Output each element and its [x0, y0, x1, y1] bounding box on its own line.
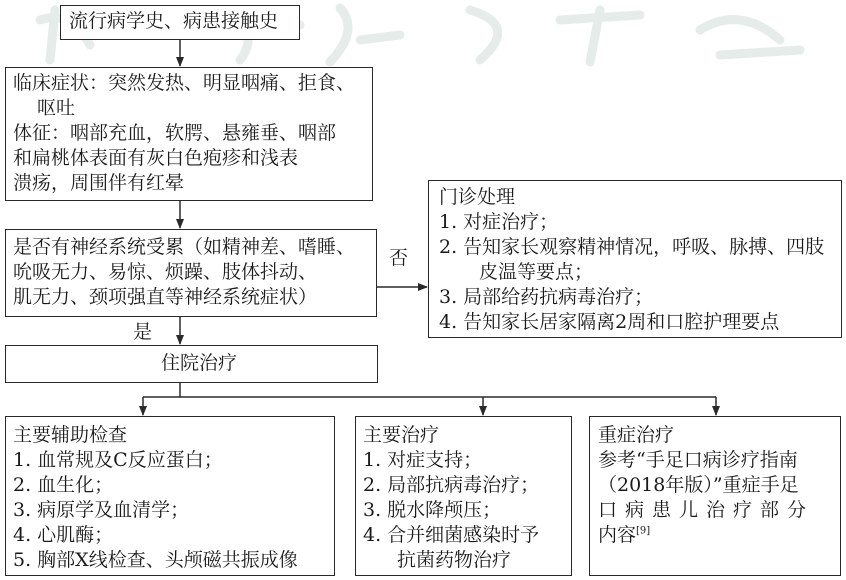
- exams-item-5: 5. 胸部X线检查、头颅磁共振成像: [13, 549, 298, 571]
- exams-item-3: 3. 病原学及血清学；: [13, 499, 190, 521]
- exams-item-2: 2. 血生化；: [13, 474, 114, 496]
- severe-line-3: 口病患儿治疗部分: [598, 499, 815, 521]
- epidemiology-box: [60, 5, 300, 40]
- severe-line-4: [598, 523, 832, 548]
- treatment-title: 主要治疗: [363, 424, 440, 446]
- neuro-question-box: [5, 229, 377, 317]
- treatment-item-3: 3. 脱水降颅压；: [363, 499, 502, 521]
- severe-box: [589, 416, 841, 576]
- treatment-item-1: 1. 对症支持；: [363, 449, 483, 471]
- outpatient-title: 门诊处理: [439, 186, 516, 208]
- hospital-box: [5, 345, 378, 383]
- exams-item-1: 1. 血常规及C反应蛋白；: [13, 449, 223, 471]
- epidemiology-text: 流行病学史、病患接触史: [69, 10, 279, 32]
- no-label: 否: [389, 247, 409, 269]
- outpatient-item-2: 2. 告知家长观察精神情况，呼吸、脉搏、四肢: [439, 236, 825, 258]
- outpatient-item-2-cont: 皮温等要点；: [479, 261, 594, 283]
- treatment-item-2: 2. 局部抗病毒治疗；: [363, 474, 540, 496]
- outpatient-item-3: 3. 局部给药抗病毒治疗；: [439, 286, 654, 308]
- neuro-line-1: 是否有神经系统受累（如精神差、嗜睡、: [13, 236, 356, 258]
- exams-box: [5, 416, 335, 576]
- exams-item-4: 4. 心肌酶；: [13, 524, 114, 546]
- severe-line-2: （2018年版）”重症手足: [598, 474, 799, 496]
- symptom-line-1: 临床症状：突然发热、明显咽痛、拒食、: [13, 72, 356, 94]
- neuro-line-3: 肌无力、颈项强直等神经系统症状）: [13, 286, 318, 308]
- treatment-item-4-cont: 抗菌药物治疗: [397, 549, 512, 571]
- sign-line-1: 体征：咽部充血，软腭、悬雍垂、咽部: [13, 122, 337, 144]
- severe-line-1: 参考“手足口病诊疗指南: [598, 449, 798, 471]
- reference-mark: [9]: [636, 525, 651, 537]
- symptom-line-2: 呕吐: [37, 97, 76, 119]
- severe-line-4-text: 内容: [598, 524, 637, 546]
- clinical-box: [5, 67, 373, 201]
- treatment-item-4: 4. 合并细菌感染时予: [363, 524, 540, 546]
- sign-line-3: 溃疡，周围伴有红晕: [13, 172, 185, 194]
- outpatient-box: [428, 180, 842, 338]
- neuro-line-2: 吮吸无力、易惊、烦躁、肢体抖动、: [13, 261, 318, 283]
- treatment-box: [355, 416, 572, 576]
- exams-title: 主要辅助检查: [13, 424, 128, 446]
- hospital-text: 住院治疗: [161, 352, 238, 374]
- severe-title: 重症治疗: [598, 424, 675, 446]
- outpatient-item-1: 1. 对症治疗；: [439, 211, 559, 233]
- outpatient-item-4: 4. 告知家长居家隔离2周和口腔护理要点: [439, 311, 780, 333]
- sign-line-2: 和扁桃体表面有灰白色疱疹和浅表: [13, 147, 299, 169]
- yes-label: 是: [133, 321, 153, 343]
